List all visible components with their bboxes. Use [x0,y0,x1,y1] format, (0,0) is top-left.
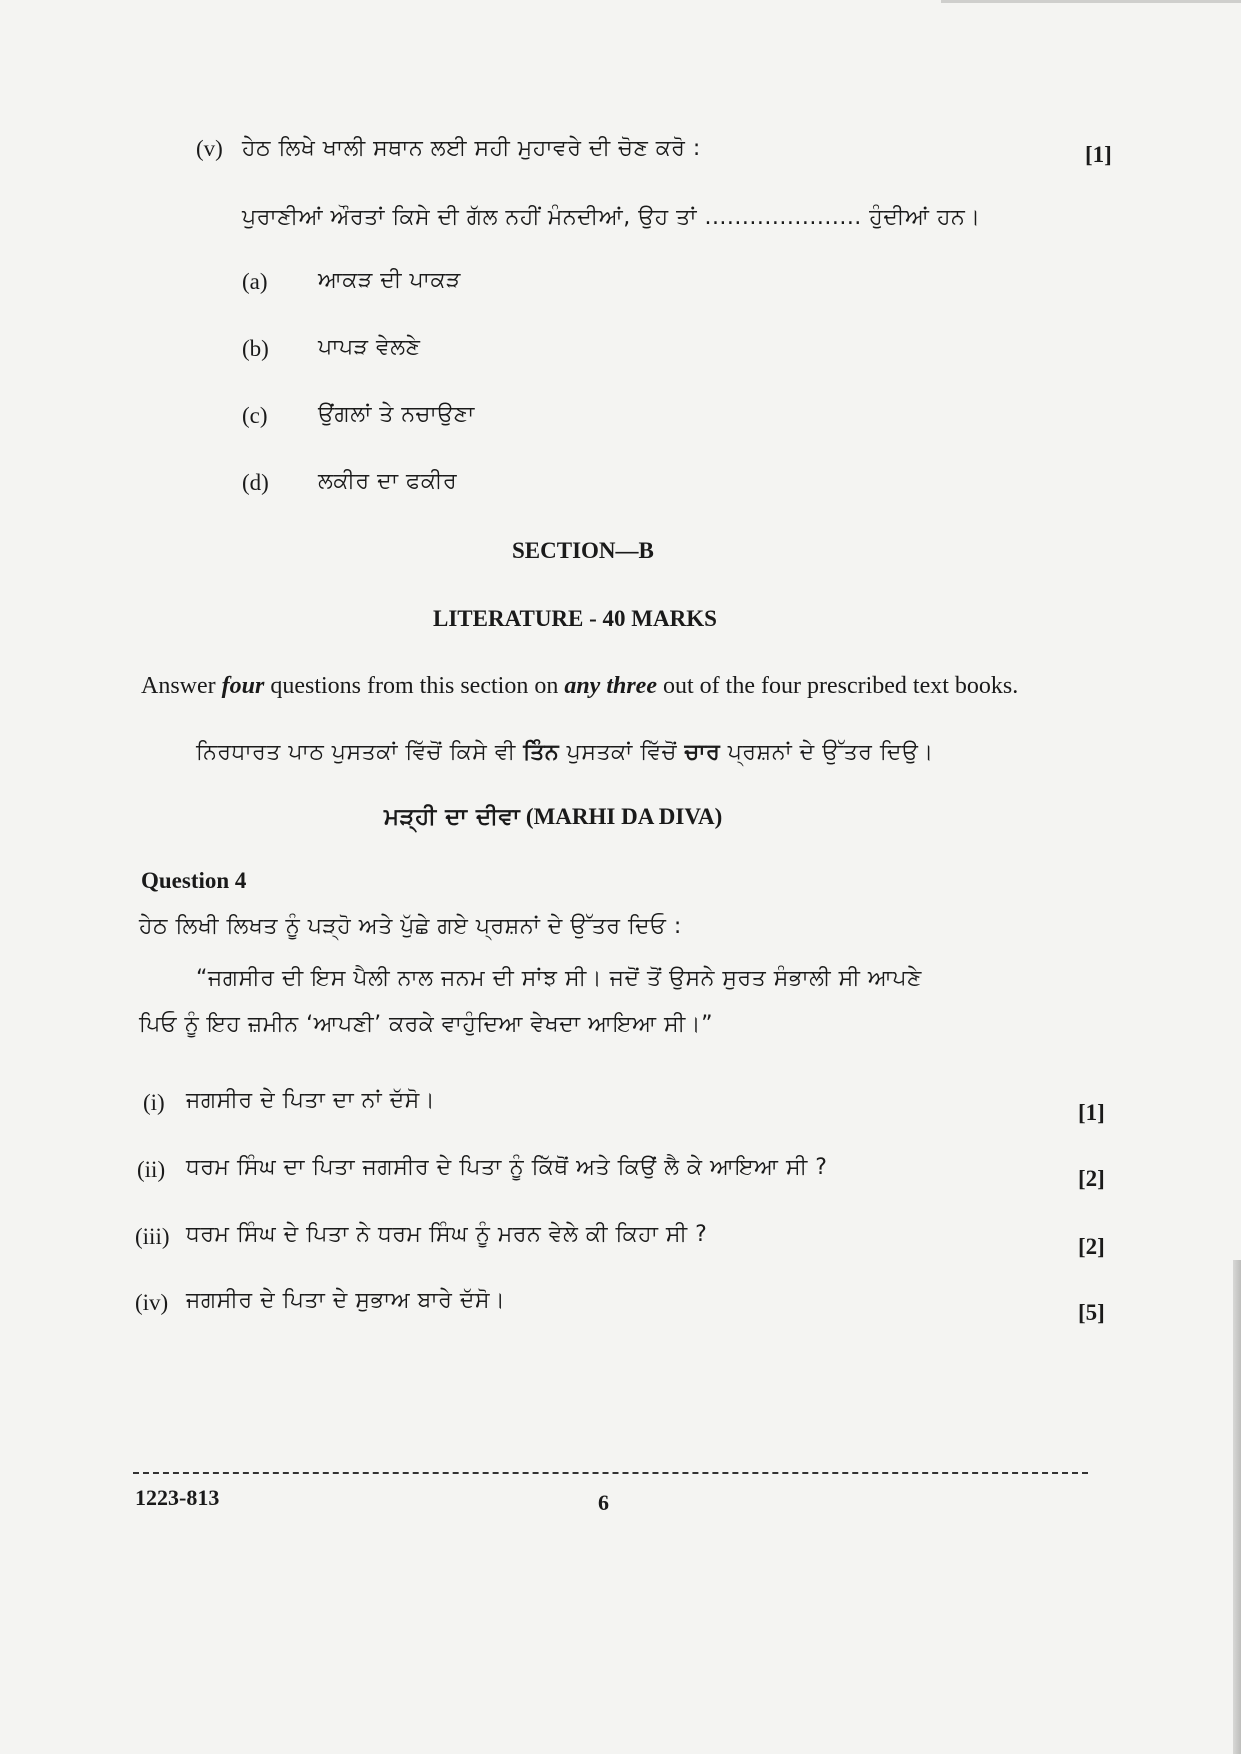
option-label: (a) [242,269,268,294]
subquestion-number: (ii) [137,1157,166,1182]
question-number: (v) [196,136,223,161]
instr-text: ਨਿਰਧਾਰਤ ਪਾਠ ਪੁਸਤਕਾਂ ਵਿੱਚੋਂ ਕਿਸੇ ਵੀ [196,740,524,765]
subquestion-text: ਧਰਮ ਸਿੰਘ ਦਾ ਪਿਤਾ ਜਗਸੀਰ ਦੇ ਪਿਤਾ ਨੂੰ ਕਿੱਥੋਂ ਅਤੇ ਕਿਉਂ ਲੈ ਕੇ ਆਇਆ ਸੀ ? [186,1155,828,1180]
option-label: (c) [242,403,268,428]
scan-edge [941,0,1241,3]
instr-text: questions from this section on [264,673,565,699]
scan-edge [1233,1260,1241,1754]
passage-line: “ਜਗਸੀਰ ਦੀ ਇਸ ਪੈਲੀ ਨਾਲ ਜਨਮ ਦੀ ਸਾਂਝ ਸੀ। ਜਦੋਂ ਤੋਂ ਉਸਨੇ ਸੁਰਤ ਸੰਭਾਲੀ ਸੀ ਆਪਣੇ [196,966,922,991]
section-title: SECTION—B [512,538,654,563]
instr-text: ਪੁਸਤਕਾਂ ਵਿੱਚੋਂ [559,740,685,765]
question-marks: [1] [1085,142,1112,167]
subquestion-number: (iii) [135,1224,170,1249]
fill-blank-sentence: ਪੁਰਾਣੀਆਂ ਔਰਤਾਂ ਕਿਸੇ ਦੀ ਗੱਲ ਨਹੀਂ ਮੰਨਦੀਆਂ, ਉਹ ਤਾਂ ..................... ਹੁੰਦੀਆਂ ਹਨ। [242,205,981,230]
book-title-pa: ਮੜ੍ਹੀ ਦਾ ਦੀਵਾ [384,804,521,830]
question-text: ਹੇਠ ਲਿਖੇ ਖਾਲੀ ਸਥਾਨ ਲਈ ਸਹੀ ਮੁਹਾਵਰੇ ਦੀ ਚੋਣ ਕਰੋ : [242,136,701,161]
instr-text: out of the four prescribed text books. [657,673,1019,699]
subquestion-marks: [1] [1078,1100,1105,1125]
option-label: (d) [242,470,269,495]
instr-emphasis: ਤਿੰਨ [523,740,560,765]
instr-text: Answer [141,673,222,699]
subquestion-marks: [5] [1078,1300,1105,1325]
instr-emphasis: ਚਾਰ [684,740,721,765]
subquestion-marks: [2] [1078,1234,1105,1259]
subquestion-text: ਧਰਮ ਸਿੰਘ ਦੇ ਪਿਤਾ ਨੇ ਧਰਮ ਸਿੰਘ ਨੂੰ ਮਰਨ ਵੇਲੇ ਕੀ ਕਿਹਾ ਸੀ ? [186,1222,708,1247]
instr-emphasis: four [221,673,265,699]
subquestion-number: (i) [143,1090,165,1115]
subquestion-marks: [2] [1078,1166,1105,1191]
section-instruction-pa [196,740,934,765]
footer-divider [133,1472,1088,1474]
instr-text: ਪ੍ਰਸ਼ਨਾਂ ਦੇ ਉੱਤਰ ਦਿਉ। [720,740,934,765]
option-text: ਲਕੀਰ ਦਾ ਫਕੀਰ [318,469,458,494]
subquestion-text: ਜਗਸੀਰ ਦੇ ਪਿਤਾ ਦੇ ਸੁਭਾਅ ਬਾਰੇ ਦੱਸੋ। [186,1288,506,1313]
book-title [384,804,722,830]
subquestion-number: (iv) [135,1290,169,1315]
instr-emphasis: any three [564,673,657,699]
option-text: ਉਂਗਲਾਂ ਤੇ ਨਚਾਉਣਾ [318,402,475,427]
option-text: ਪਾਪੜ ਵੇਲਣੇ [318,335,421,360]
option-label: (b) [242,336,269,361]
paper-code: 1223-813 [135,1485,220,1510]
question-heading: Question 4 [141,868,247,893]
section-instruction-en [141,673,1018,700]
page-number: 6 [598,1490,609,1515]
book-title-en: (MARHI DA DIVA) [520,804,723,829]
section-subtitle: LITERATURE - 40 MARKS [433,606,717,631]
passage-line: ਪਿਓ ਨੂੰ ਇਹ ਜ਼ਮੀਨ ‘ਆਪਣੀ’ ਕਰਕੇ ਵਾਹੁੰਦਿਆ ਵੇਖਦਾ ਆਇਆ ਸੀ।” [139,1012,714,1037]
question-instruction: ਹੇਠ ਲਿਖੀ ਲਿਖਤ ਨੂੰ ਪੜ੍ਹੋ ਅਤੇ ਪੁੱਛੇ ਗਏ ਪ੍ਰਸ਼ਨਾਂ ਦੇ ਉੱਤਰ ਦਿਓ : [139,914,682,939]
option-text: ਆਕੜ ਦੀ ਪਾਕੜ [318,268,461,293]
subquestion-text: ਜਗਸੀਰ ਦੇ ਪਿਤਾ ਦਾ ਨਾਂ ਦੱਸੋ। [186,1088,436,1113]
